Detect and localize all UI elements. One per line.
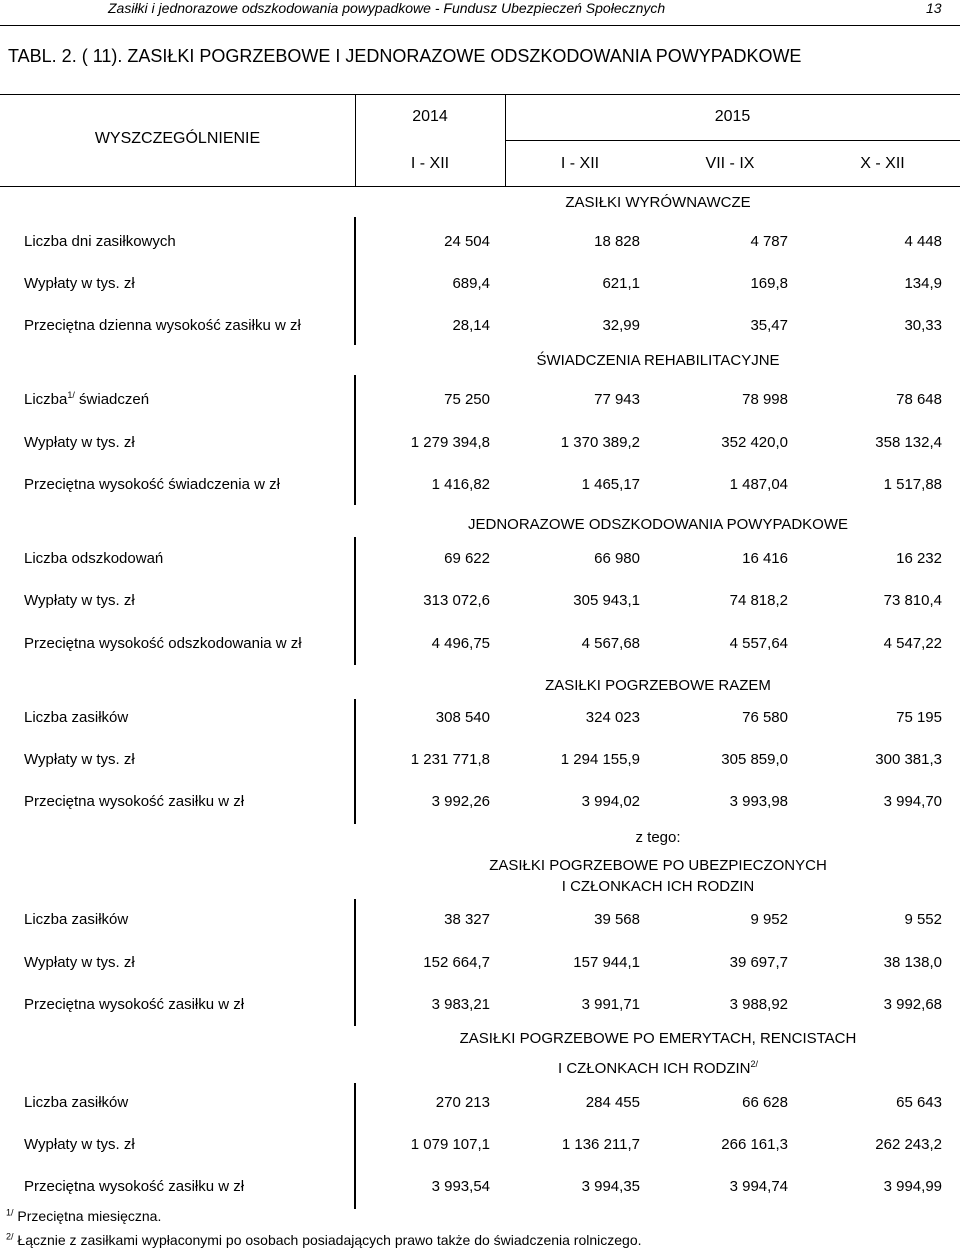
table-title: TABL. 2. ( 11). ZASIŁKI POGRZEBOWE I JEDNORAZOWE ODSZKODOWANIA POWYPADKOWE bbox=[8, 46, 802, 66]
value-cell: 305 943,1 bbox=[573, 592, 640, 609]
value-cell: 3 988,92 bbox=[729, 996, 788, 1013]
value-cell: 35,47 bbox=[750, 317, 788, 334]
section-title: ZASIŁKI POGRZEBOWE RAZEM bbox=[545, 677, 771, 694]
running-header-title: Zasiłki i jednorazowe odszkodowania powypadkowe - Fundusz Ubezpieczeń Społecznych bbox=[108, 0, 666, 16]
value-cell: 78 648 bbox=[896, 391, 942, 408]
value-cell: 324 023 bbox=[585, 709, 640, 726]
row-label: Liczba zasiłków bbox=[24, 911, 129, 928]
value-cell: 1 370 389,2 bbox=[560, 434, 640, 451]
section-divider bbox=[354, 899, 356, 1026]
row-label: Liczba zasiłków bbox=[24, 709, 129, 726]
year-2015-rule bbox=[505, 140, 960, 141]
section-title: ZASIŁKI POGRZEBOWE PO UBEZPIECZONYCH bbox=[489, 857, 827, 874]
value-cell: 74 818,2 bbox=[729, 592, 788, 609]
row-label: Wypłaty w tys. zł bbox=[24, 1136, 135, 1153]
row-label: Wypłaty w tys. zł bbox=[24, 592, 135, 609]
period-header: X - XII bbox=[860, 155, 905, 172]
value-cell: 4 787 bbox=[750, 233, 788, 250]
value-cell: 3 994,74 bbox=[729, 1178, 788, 1195]
section-title: JEDNORAZOWE ODSZKODOWANIA POWYPADKOWE bbox=[467, 516, 849, 533]
section-divider bbox=[354, 699, 356, 824]
value-cell: 4 547,22 bbox=[883, 635, 942, 652]
value-cell: 75 195 bbox=[896, 709, 942, 726]
value-cell: 305 859,0 bbox=[721, 751, 788, 768]
value-cell: 308 540 bbox=[435, 709, 490, 726]
value-cell: 39 568 bbox=[594, 911, 640, 928]
value-cell: 152 664,7 bbox=[423, 954, 490, 971]
value-cell: 78 998 bbox=[742, 391, 788, 408]
value-cell: 1 487,04 bbox=[729, 476, 788, 493]
value-cell: 77 943 bbox=[594, 391, 640, 408]
footnote: $^{1/}$ Przeciętna miesięczna. bbox=[6, 1207, 162, 1224]
value-cell: 39 697,7 bbox=[729, 954, 788, 971]
row-label: Wypłaty w tys. zł bbox=[24, 434, 135, 451]
value-cell: 3 994,70 bbox=[883, 793, 942, 810]
row-label: Przeciętna wysokość świadczenia w zł bbox=[24, 476, 280, 493]
value-cell: 3 993,98 bbox=[729, 793, 788, 810]
value-cell: 76 580 bbox=[742, 709, 788, 726]
value-cell: 313 072,6 bbox=[423, 592, 490, 609]
footnote-ref: 2/ bbox=[750, 1059, 759, 1069]
section-title-line2: I CZŁONKACH ICH RODZIN bbox=[561, 878, 755, 895]
table-top-rule bbox=[0, 94, 960, 95]
value-cell: 1 416,82 bbox=[431, 476, 490, 493]
value-cell: 3 994,99 bbox=[883, 1178, 942, 1195]
value-cell: 3 994,02 bbox=[581, 793, 640, 810]
row-label: Wypłaty w tys. zł bbox=[24, 751, 135, 768]
footnote-mark: 1/ bbox=[6, 1207, 14, 1218]
section-title: ZASIŁKI POGRZEBOWE PO EMERYTACH, RENCISTACH bbox=[459, 1030, 857, 1047]
section-divider bbox=[354, 217, 356, 345]
value-cell: 1 231 771,8 bbox=[410, 751, 490, 768]
value-cell: 65 643 bbox=[896, 1094, 942, 1111]
value-cell: 4 448 bbox=[904, 233, 942, 250]
value-cell: 3 992,26 bbox=[431, 793, 490, 810]
value-cell: 1 079 107,1 bbox=[410, 1136, 490, 1153]
row-label: Przeciętna wysokość odszkodowania w zł bbox=[24, 635, 302, 652]
year-2014-header: 2014 bbox=[412, 108, 448, 125]
value-cell: 1 517,88 bbox=[883, 476, 942, 493]
row-label: Liczba zasiłków bbox=[24, 1094, 129, 1111]
value-cell: 270 213 bbox=[435, 1094, 490, 1111]
stub-header: WYSZCZEGÓLNIENIE bbox=[94, 130, 261, 147]
value-cell: 689,4 bbox=[452, 275, 490, 292]
row-label: Liczba dni zasiłkowych bbox=[24, 233, 176, 250]
value-cell: 3 983,21 bbox=[431, 996, 490, 1013]
value-cell: 16 232 bbox=[896, 550, 942, 567]
value-cell: 4 557,64 bbox=[729, 635, 788, 652]
header-bottom-rule bbox=[0, 186, 960, 187]
row-label: Przeciętna dzienna wysokość zasiłku w zł bbox=[24, 317, 301, 334]
value-cell: 9 952 bbox=[750, 911, 788, 928]
section-title: ŚWIADCZENIA REHABILITACYJNE bbox=[536, 352, 780, 369]
value-cell: 16 416 bbox=[742, 550, 788, 567]
row-label: Wypłaty w tys. zł bbox=[24, 954, 135, 971]
year-2015-header: 2015 bbox=[714, 108, 751, 125]
value-cell: 75 250 bbox=[444, 391, 490, 408]
value-cell: 38 138,0 bbox=[883, 954, 942, 971]
footnote-mark: 2/ bbox=[6, 1231, 14, 1242]
value-cell: 9 552 bbox=[904, 911, 942, 928]
row-label: Przeciętna wysokość zasiłku w zł bbox=[24, 793, 245, 810]
footnote: $^{2/}$ Łącznie z zasiłkami wypłaconymi po osobach posiadających prawo także do świadczenia rolniczego. bbox=[6, 1231, 642, 1248]
section-title-line2: I CZŁONKACH ICH $RODZIN^{2/}$ bbox=[557, 1059, 759, 1077]
row-label: Przeciętna wysokość zasiłku w zł bbox=[24, 996, 245, 1013]
section-title: ZASIŁKI WYRÓWNAWCZE bbox=[565, 194, 751, 211]
value-cell: 284 455 bbox=[585, 1094, 640, 1111]
value-cell: 1 279 394,8 bbox=[410, 434, 490, 451]
value-cell: 300 381,3 bbox=[875, 751, 942, 768]
value-cell: 73 810,4 bbox=[883, 592, 942, 609]
section-pretitle: z tego: bbox=[635, 829, 681, 846]
value-cell: 3 994,35 bbox=[581, 1178, 640, 1195]
value-cell: 4 496,75 bbox=[431, 635, 490, 652]
period-header: VII - IX bbox=[705, 155, 755, 172]
value-cell: 28,14 bbox=[452, 317, 490, 334]
value-cell: 1 136 211,7 bbox=[561, 1136, 640, 1153]
value-cell: 4 567,68 bbox=[581, 635, 640, 652]
row-label: Liczba odszkodowań bbox=[24, 550, 164, 567]
value-cell: 1 294 155,9 bbox=[560, 751, 640, 768]
header-rule bbox=[0, 25, 960, 26]
value-cell: 266 161,3 bbox=[721, 1136, 788, 1153]
value-cell: 621,1 bbox=[602, 275, 640, 292]
value-cell: 352 420,0 bbox=[721, 434, 788, 451]
value-cell: 3 991,71 bbox=[581, 996, 640, 1013]
value-cell: 358 132,4 bbox=[875, 434, 942, 451]
value-cell: 66 628 bbox=[742, 1094, 788, 1111]
value-cell: 24 504 bbox=[444, 233, 490, 250]
period-header: I - XII bbox=[410, 155, 450, 172]
value-cell: 134,9 bbox=[904, 275, 942, 292]
section-divider bbox=[354, 537, 356, 665]
period-header: I - XII bbox=[560, 155, 600, 172]
footnote-ref: 1/ bbox=[67, 390, 75, 400]
value-cell: 30,33 bbox=[904, 317, 942, 334]
section-divider bbox=[354, 375, 356, 505]
row-label: Liczba$^{1/}$ świadczeń bbox=[24, 390, 150, 408]
value-cell: 1 465,17 bbox=[581, 476, 640, 493]
row-label: Wypłaty w tys. zł bbox=[24, 275, 135, 292]
running-header bbox=[0, 0, 960, 26]
value-cell: 157 944,1 bbox=[573, 954, 640, 971]
value-cell: 32,99 bbox=[602, 317, 640, 334]
value-cell: 69 622 bbox=[444, 550, 490, 567]
value-cell: 18 828 bbox=[594, 233, 640, 250]
value-cell: 38 327 bbox=[444, 911, 490, 928]
value-cell: 3 993,54 bbox=[431, 1178, 490, 1195]
value-cell: 169,8 bbox=[750, 275, 788, 292]
section-divider bbox=[354, 1083, 356, 1209]
row-label: Przeciętna wysokość zasiłku w zł bbox=[24, 1178, 245, 1195]
page-number: 13 bbox=[926, 0, 942, 16]
value-cell: 66 980 bbox=[594, 550, 640, 567]
value-cell: 3 992,68 bbox=[883, 996, 942, 1013]
value-cell: 262 243,2 bbox=[875, 1136, 942, 1153]
